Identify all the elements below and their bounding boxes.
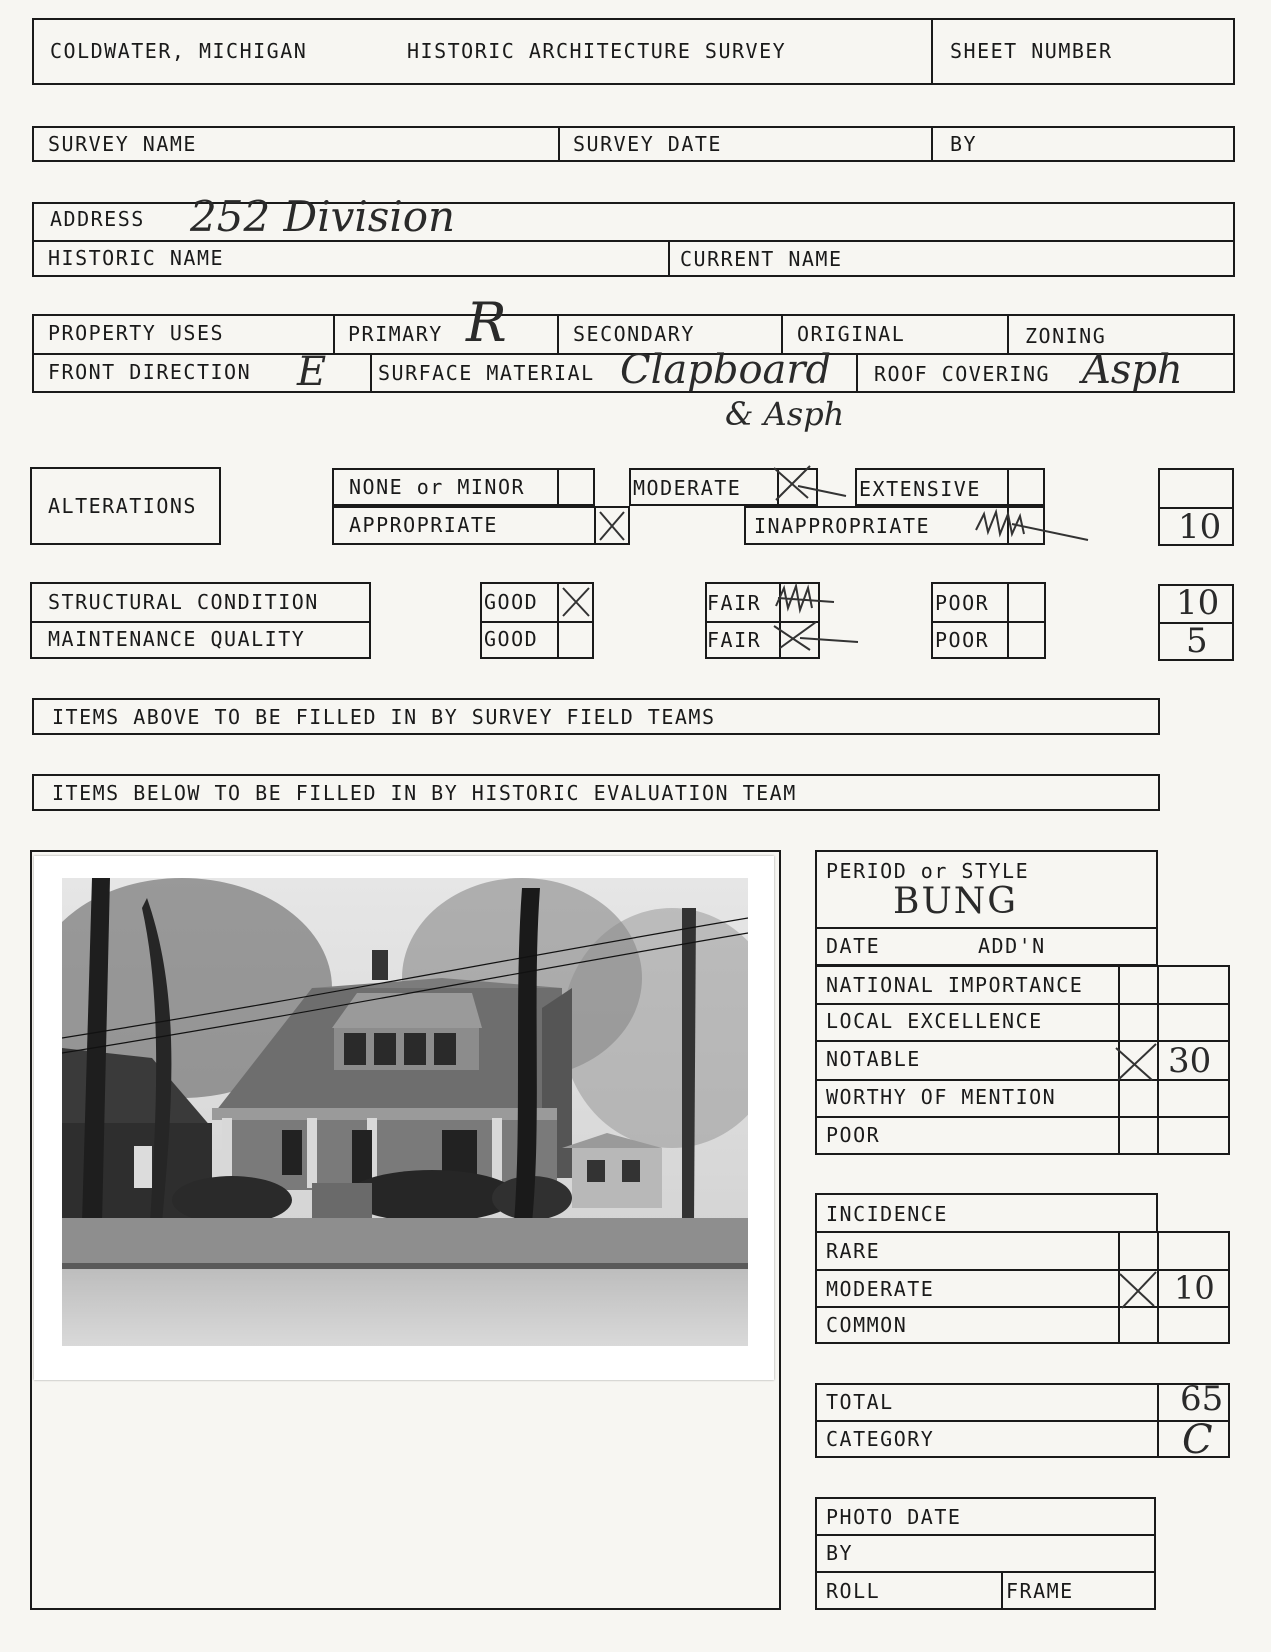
front-direction-label: FRONT DIRECTION: [48, 360, 252, 384]
survey-name-label: SURVEY NAME: [48, 132, 197, 156]
property-uses-label: PROPERTY USES: [48, 321, 225, 345]
address-divider: [668, 240, 670, 277]
incidence-line-2: [815, 1306, 1230, 1308]
poor-check-div: [1007, 582, 1009, 659]
structural-good-check-mark: [559, 584, 593, 620]
structural-good-label: GOOD: [484, 590, 539, 614]
alt-appropriate-label: APPROPRIATE: [349, 513, 498, 537]
property-div-4: [1007, 314, 1009, 353]
photo-date-label: PHOTO DATE: [826, 1505, 962, 1529]
incidence-moderate-score: 10: [1174, 1269, 1215, 1307]
secondary-label: SECONDARY: [573, 322, 695, 346]
total-label: TOTAL: [826, 1390, 894, 1414]
notable-check-mark: [1112, 1042, 1160, 1084]
property-div-1: [333, 314, 335, 353]
national-importance-label: NATIONAL IMPORTANCE: [826, 973, 1084, 997]
totals-line: [815, 1420, 1230, 1422]
alterations-score: 10: [1178, 507, 1222, 547]
rare-label: RARE: [826, 1239, 881, 1263]
primary-value: R: [466, 291, 507, 354]
incidence-moderate-check-mark: [1116, 1270, 1160, 1310]
importance-poor-label: POOR: [826, 1123, 881, 1147]
notable-score: 30: [1168, 1041, 1212, 1081]
maintenance-fair-label: FAIR: [707, 628, 762, 652]
property-div-6: [856, 353, 858, 393]
alt-moderate-label: MODERATE: [633, 476, 742, 500]
structural-score: 10: [1176, 583, 1220, 623]
photo-info-div: [1001, 1571, 1003, 1610]
surface-material-value-2: & Asph: [725, 395, 845, 433]
period-date-line: [815, 927, 1158, 929]
sheet-number-label: SHEET NUMBER: [950, 39, 1113, 63]
incidence-line-1: [815, 1269, 1230, 1271]
header-title: HISTORIC ARCHITECTURE SURVEY: [407, 39, 787, 63]
importance-line-1: [815, 1003, 1230, 1005]
condition-labels-line: [30, 621, 371, 623]
front-direction-value: E: [297, 349, 327, 395]
primary-label: PRIMARY: [348, 322, 443, 346]
address-value: 252 Division: [190, 192, 456, 241]
category-value: C: [1182, 1417, 1213, 1463]
current-name-label: CURRENT NAME: [680, 247, 843, 271]
zoning-label: ZONING: [1025, 324, 1107, 348]
frame-label: FRAME: [1006, 1579, 1074, 1603]
maintenance-poor-label: POOR: [935, 628, 990, 652]
poor-line: [931, 621, 1046, 623]
alt-none-check-div: [557, 468, 559, 506]
common-label: COMMON: [826, 1313, 908, 1337]
photo-info-line-1: [815, 1534, 1156, 1536]
alt-appropriate-check-mark: [596, 508, 629, 544]
original-label: ORIGINAL: [797, 322, 906, 346]
surface-material-value: Clapboard: [620, 347, 832, 393]
photo-info-line-2: [815, 1571, 1156, 1573]
structural-fair-label: FAIR: [707, 591, 762, 615]
photo-mount: [34, 856, 774, 1380]
historic-name-label: HISTORIC NAME: [48, 246, 225, 270]
note-above: ITEMS ABOVE TO BE FILLED IN BY SURVEY FIELD TEAMS: [52, 705, 716, 729]
local-excellence-label: LOCAL EXCELLENCE: [826, 1009, 1043, 1033]
property-div-2: [557, 314, 559, 353]
alt-extensive-check-div: [1007, 468, 1009, 506]
survey-date-label: SURVEY DATE: [573, 132, 722, 156]
total-value: 65: [1180, 1379, 1224, 1419]
worthy-of-mention-label: WORTHY OF MENTION: [826, 1085, 1057, 1109]
alt-inappropriate-label: INAPPROPRIATE: [754, 514, 931, 538]
incidence-moderate-label: MODERATE: [826, 1277, 935, 1301]
photo-by-label: BY: [826, 1541, 854, 1565]
survey-divider-1: [558, 126, 560, 162]
alt-moderate-check-mark: [768, 462, 848, 502]
alt-none-label: NONE or MINOR: [349, 475, 526, 499]
importance-line-4: [815, 1116, 1230, 1118]
date-label: DATE: [826, 934, 881, 958]
house-photo: [62, 878, 748, 1346]
period-value: BUNG: [893, 881, 1019, 922]
roof-covering-value: Asph: [1082, 347, 1183, 393]
survey-by-label: BY: [950, 132, 978, 156]
period-label: PERIOD or STYLE: [826, 859, 1030, 883]
good-line: [480, 621, 594, 623]
roof-covering-label: ROOF COVERING: [874, 362, 1051, 386]
addn-label: ADD'N: [978, 934, 1046, 958]
header-city: COLDWATER, MICHIGAN: [50, 39, 308, 63]
alt-inappropriate-scribble: [972, 504, 1090, 542]
alterations-label: ALTERATIONS: [48, 494, 197, 518]
notable-label: NOTABLE: [826, 1047, 921, 1071]
structural-poor-label: POOR: [935, 591, 990, 615]
category-label: CATEGORY: [826, 1427, 935, 1451]
note-below: ITEMS BELOW TO BE FILLED IN BY HISTORIC EVALUATION TEAM: [52, 781, 797, 805]
maintenance-quality-label: MAINTENANCE QUALITY: [48, 627, 306, 651]
maintenance-score: 5: [1186, 621, 1208, 661]
maintenance-good-label: GOOD: [484, 627, 539, 651]
incidence-label: INCIDENCE: [826, 1202, 948, 1226]
address-label: ADDRESS: [50, 207, 145, 231]
alt-extensive-label: EXTENSIVE: [859, 477, 981, 501]
property-div-5: [370, 353, 372, 393]
surface-material-label: SURFACE MATERIAL: [378, 361, 595, 385]
structural-fair-scribble: [770, 580, 840, 618]
survey-divider-2: [931, 126, 933, 162]
roll-label: ROLL: [826, 1579, 881, 1603]
structural-condition-label: STRUCTURAL CONDITION: [48, 590, 319, 614]
header-divider: [931, 18, 933, 85]
maintenance-fair-check-mark: [770, 618, 860, 656]
